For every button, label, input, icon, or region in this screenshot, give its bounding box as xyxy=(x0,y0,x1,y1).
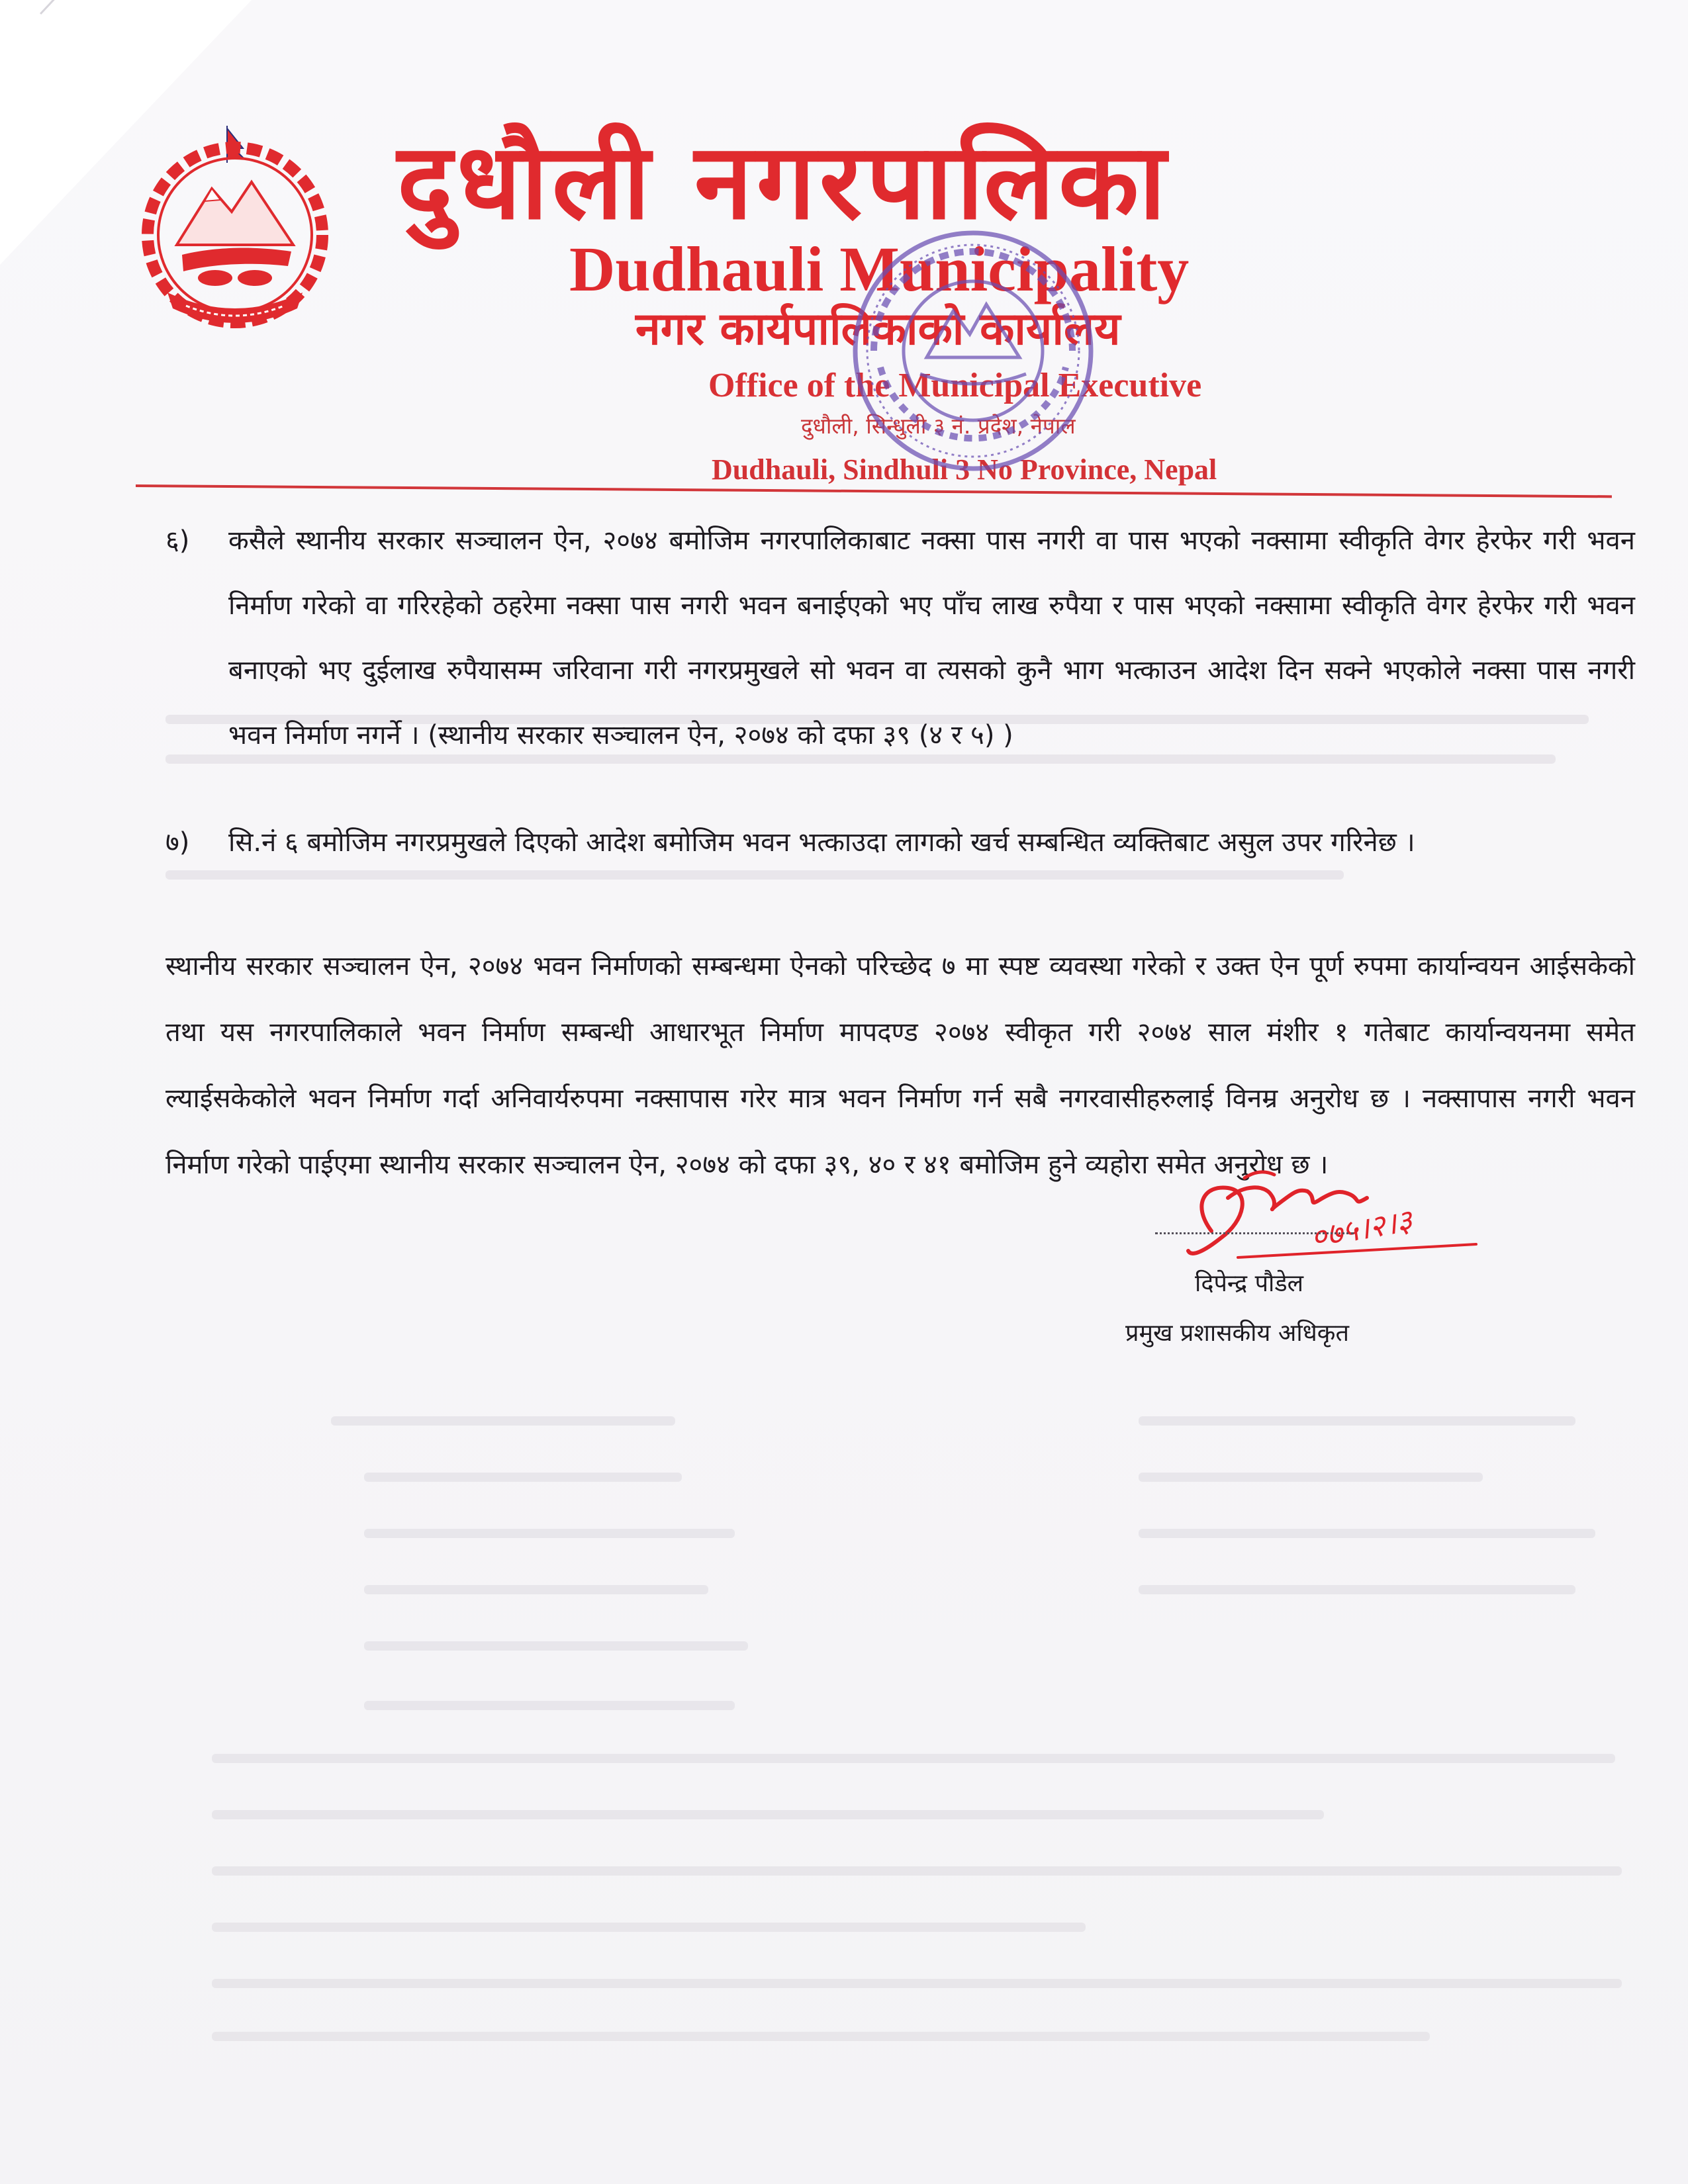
municipality-title-english: Dudhauli Municipality xyxy=(569,234,1190,304)
bleed-through-line xyxy=(364,1701,735,1710)
address-nepali: दुधौली, सिन्धुली ३ नं. प्रदेश, नेपाल xyxy=(801,413,1076,439)
notice-paragraph: स्थानीय सरकार सञ्चालन ऐन, २०७४ भवन निर्माणको सम्बन्धमा ऐनको परिच्छेद ७ मा स्पष्ट व्यवस्था गरेको र उक्त ऐन पूर्ण रुपमा कार्यान्वयन आईसकेको तथा यस नगरपालिकाले भवन निर्माण सम्बन्धी आधारभूत निर्माण मापदण्ड २०७४ स्वीकृत गरी २०७४ साल मंशीर १ गतेबाट कार्यान्वयनमा समेत ल्याईसकेकोले भवन निर्माण गर्दा अनिवार्यरुपमा नक्सापास गरेर मात्र भवन निर्माण गर्न सबै नगरवासीहरुलाई विनम्र अनुरोध छ । नक्सापास नगरी भवन निर्माण गरेको पाईएमा स्थानीय सरकार सञ्चालन ऐन, २०७४ को दफा ३९, ४० र ४१ बमोजिम हुने व्यहोरा समेत अनुरोध छ । xyxy=(165,951,1635,1180)
bleed-through-line xyxy=(1139,1529,1595,1538)
item-number: ७) xyxy=(165,827,190,858)
handwritten-date: ०७५।२।३ xyxy=(1307,1202,1415,1255)
bleed-through-line xyxy=(1139,1585,1575,1594)
office-title-nepali: नगर कार्यपालिकाको कार्यालय xyxy=(635,303,1121,355)
signer-title: प्रमुख प्रशासकीय अधिकृत xyxy=(1125,1320,1349,1347)
bleed-through-line xyxy=(364,1529,735,1538)
address-english: Dudhauli, Sindhuli 3 No Province, Nepal xyxy=(712,453,1217,486)
bleed-through-line xyxy=(1139,1473,1483,1482)
bleed-through-line xyxy=(212,1923,1086,1932)
list-item xyxy=(165,508,1635,768)
bleed-through-line xyxy=(212,1979,1622,1988)
signature-line xyxy=(1155,1232,1354,1234)
bleed-through-line xyxy=(1139,1416,1575,1426)
item-text: कसैले स्थानीय सरकार सञ्चालन ऐन, २०७४ बमोजिम नगरपालिकाबाट नक्सा पास नगरी वा पास भएको नक्सामा स्वीकृति वेगर हेरफेर गरी भवन निर्माण गरेको वा गरिरहेको ठहरेमा नक्सा पास नगरी भवन बनाईएको भए पाँच लाख रुपैया र पास भएको नक्सामा स्वीकृति वेगर हेरफेर गरी भवन बनाएको भए दुईलाख रुपैयासम्म जरिवाना गरी नगरप्रमुखले सो भवन वा त्यसको कुनै भाग भत्काउन आदेश दिन सक्ने भएकोले नक्सा पास नगरी भवन निर्माण नगर्ने । (स्थानीय सरकार सञ्चालन ऐन, २०७४ को दफा ३९ (४ र ५) ) xyxy=(228,525,1635,751)
bleed-through-line xyxy=(212,2032,1430,2041)
bleed-through-line xyxy=(364,1585,708,1594)
bleed-through-line xyxy=(364,1641,748,1651)
municipality-title-nepali: दुधौली नगरपालिका xyxy=(397,121,1170,243)
bleed-through-line xyxy=(212,1754,1615,1763)
item-number: ६) xyxy=(165,525,190,556)
office-seal-stamp-icon xyxy=(847,225,1099,477)
item-text: सि.नं ६ बमोजिम नगरप्रमुखले दिएको आदेश बमोजिम भवन भत्काउदा लागको खर्च सम्बन्धित व्यक्तिबाट असुल उपर गरिनेछ । xyxy=(228,827,1415,858)
bleed-through-line xyxy=(212,1810,1324,1819)
bleed-through-line xyxy=(212,1866,1622,1876)
bleed-through-line xyxy=(364,1473,682,1482)
nepal-emblem-icon xyxy=(136,119,334,331)
handwritten-signature xyxy=(1165,1158,1509,1277)
bleed-through-line xyxy=(331,1416,675,1426)
signer-name: दिपेन्द्र पौडेल xyxy=(1195,1270,1304,1297)
list-item xyxy=(165,810,1635,875)
office-title-english: Office of the Municipal Executive xyxy=(708,367,1202,404)
